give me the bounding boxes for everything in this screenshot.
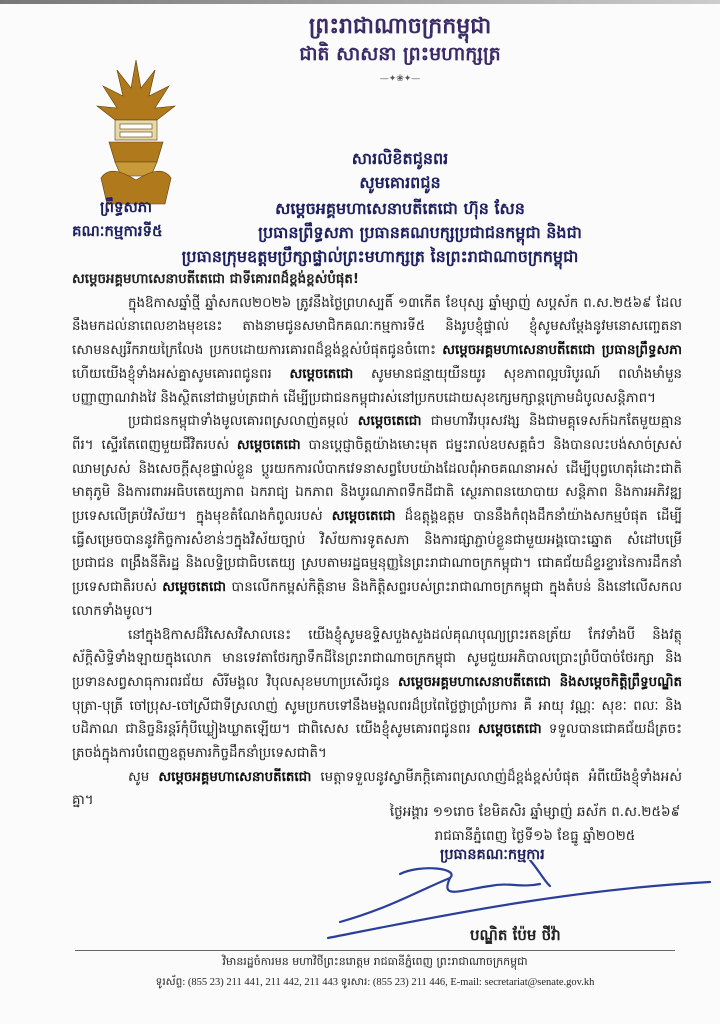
addressee-name: សម្តេចអគ្គមហាសេនាបតីតេជោ ហ៊ុន សែន [275, 199, 525, 218]
emphasized-title: សម្តេចអគ្គមហាសេនាបតីតេជោ [158, 769, 312, 785]
paragraph-text: ហើយយើងខ្ញុំទាំងអស់គ្នាសូមគោរពជូនពរ [72, 366, 290, 382]
addressee-position-2: ប្រធានក្រុមឧត្តមប្រឹក្សាផ្ទាល់ព្រះមហាក្សត្រ នៃព្រះរាជាណាចក្រកម្ពុជា [181, 247, 579, 266]
paragraph-text: ទទួលបានជោគជ័យដ៏ត្រចះត្រចង់ក្នុងការបំពេញឧត្តមភារកិច្ចដឹកនាំប្រទេសជាតិ។ [72, 722, 683, 762]
salutation: សម្តេចអគ្គមហាសេនាបតីតេជោ ជាទីគោរពដ៏ខ្ពង់ខ្ពស់បំផុត! [72, 272, 360, 287]
lunar-date: ថ្ងៃអង្គារ ១១រោច ខែមិគសិរ ឆ្នាំម្សាញ់ ឆស័ក ព.ស.២៥៦៩ [389, 804, 681, 820]
national-motto: ជាតិ សាសនា ព្រះមហាក្សត្រ [299, 43, 501, 65]
emphasized-title: សម្តេចតេជោ [162, 580, 226, 596]
body-paragraph [72, 624, 682, 766]
paragraph-text: មេត្តាទទួលនូវស្វាមីភក្តិគោរពស្រលាញ់ដ៏ខ្ពង់ខ្ពស់បំផុត អំពីយើងខ្ញុំទាំងអស់គ្នា។ [72, 769, 682, 809]
body-paragraph [72, 292, 682, 411]
footer-divider [75, 950, 675, 951]
signer-name: បណ្ឌិត ប៉ែម ថីវ៉ា [470, 926, 561, 944]
emphasized-title: សម្តេចតេជោ [289, 366, 354, 382]
paragraph-text: ដ៏ឧត្តុង្គឧត្តម បាននឹងកំពុងដឹកនាំយ៉ាងសកម្មបំផុត ដើម្បីធ្វើសម្រេចបាននូវកិច្ចការសំខាន់ៗក្នុងវិស័យច្បាប់ វិស័យការទូតសភា និងការផ្សាភ្ជាប់ខ្លួនជាមួយអង្គបោះឆ្នោត សំដៅបម្រើប្រជាជន ពង្រឹងនីតិរដ្ឋ និងលទ្ធិប្រជាធិបតេយ្យ ស្របតាមរដ្ឋធម្មនុញ្ញនៃព្រះរាជាណាចក្រកម្ពុជា។ ជោគជ័យដ៏ខ្ទរខ្ទារនៃការដឹកនាំប្រទេសជាតិរបស់ [72, 509, 682, 596]
footer-contact: ទូរស័ព្ទ: (855 23) 211 441, 211 442, 211 443 ទូរសារ: (855 23) 211 446, E-mail: secretariat@senate.gov.kh [155, 977, 595, 988]
addressee-intro: សូមគោរពជូន [359, 173, 441, 192]
emphasized-title: សម្តេចតេជោ [236, 437, 301, 453]
body-paragraph [72, 410, 682, 623]
paragraph-text: បុត្រា-បុត្រី ចៅប្រុស-ចៅស្រីជាទីស្រលាញ់ សូមប្រកបទៅនឹងមង្គលពរដ៏ប្រពៃថ្លៃថ្លាប្រាំប្រការ គឺ អាយុ វណ្ណៈ សុខៈ ពលៈ និងបដិភាណ ជានិច្ចនិរន្តរ៍កុំបីឃ្លៀងឃ្លាតឡើយ។ ជាពិសេស យើងខ្ញុំសូមគោរពជូនពរ [72, 698, 682, 738]
paragraph-text: ក្នុងឱកាសឆ្នាំថ្មី ឆ្នាំសកល២០២៦ ត្រូវនឹងថ្ងៃព្រហស្បតិ៍ ១៣កើត ខែបុស្ស ឆ្នាំម្សាញ់ សប្តស័ក ព.ស.២៥៦៩ ដែលនឹងមកដល់នាពេលខាងមុខនេះ តាងនាមជូនសមាជិកគណៈកម្មការទី៥ និងរូបខ្ញុំផ្ទាល់ ខ្ញុំសូមសម្តែងនូវមនោសញ្ចេតនាសោមនស្សរីករាយក្រៃលែង ប្រកបដោយការគោរពដ៏ខ្ពង់ខ្ពស់បំផុតជូនចំពោះ [72, 295, 682, 359]
date-block [360, 800, 710, 848]
ornament-divider: —✦❀✦— [379, 74, 421, 84]
footer-address: វិមានរដ្ឋចំការមន មហាវិថីព្រះនរោត្តម រាជធានីភ្នំពេញ ព្រះរាជាណាចក្រកម្ពុជា [222, 955, 528, 968]
paragraph-text: ជាមហាវីរបុរសវង្ស និងជាមគ្គុទេសក៍ឯកតែមួយគ្មានពីរ។ ស្ទើរតែពេញមួយជីវិតរបស់ [72, 414, 683, 453]
organization-name: ព្រឹទ្ធសភា [100, 198, 153, 216]
letter-title: សារលិខិតជូនពរ [351, 149, 449, 168]
addressee-position-1: ប្រធានព្រឹទ្ធសភា ប្រធានគណបក្សប្រជាជនកម្ពុជា និងជា [258, 223, 582, 242]
paragraph-text: នៅក្នុងឱកាសដ៏វិសេសវិសាលនេះ យើងខ្ញុំសូមឧទ្ទិសបួងសួងដល់គុណបុណ្យព្រះរតនត្រ័យ កែវទាំងបី និងវត្ថុស័ក្តិសិទ្ធិទាំងឡាយក្នុងលោក មានទេវតាថែរក្សាទឹកដីនៃព្រះរាជាណាចក្រកម្ពុជា សូមជួយអភិបាលប្រោះព្រំបីបាច់ថែរក្សា និងប្រទានសព្វសាធុការពរជ័យ សិរីមង្គល វិបុលសុខមហាប្រសើរជូន [72, 627, 682, 690]
paragraph-text: ប្រជាជនកម្ពុជាទាំងមូលគោរពស្រលាញ់តម្កល់ [128, 414, 358, 430]
committee-name: គណៈកម្មការទី៥ [72, 222, 163, 240]
letter-body [72, 268, 682, 813]
paragraph-text: បានលើកកម្ពស់កិត្តិនាម និងកិត្តិសព្ទរបស់ព្រះរាជាណាចក្រកម្ពុជា ក្នុងតំបន់ និងនៅលើសកលលោកទាំងមូល។ [72, 580, 682, 619]
scan-edge [0, 0, 720, 4]
kingdom-heading: ព្រះរាជាណាចក្រកម្ពុជា [308, 14, 492, 39]
emphasized-title: សម្តេចតេជោ [357, 414, 422, 430]
paragraph-text: សូម [128, 769, 159, 785]
paragraph-text: បានប្តេជ្ញាចិត្តយ៉ាងមោះមុត ជម្នះរាល់ឧបសគ្គធំៗ និងបានលះបង់សាច់ស្រស់ឈាមស្រស់ និងសេចក្តីសុខផ្ទាល់ខ្លួន ប្តូរយកការលំបាកវេទនាសព្វបែបយ៉ាងដែលពុំអាចគណនាអស់ ដើម្បីបុព្វហេតុរំដោះជាតិមាតុភូមិ និងការពារអធិបតេយ្យភាព ឯករាជ្យ ឯកភាព និងបូរណភាពទឹកដីជាតិ ស្ថេរភាពនយោបាយ សន្តិភាព និងការអភិវឌ្ឍប្រទេសលើគ្រប់វិស័យ។ ក្នុងមុខតំណែងកំពូលរបស់ [72, 437, 682, 525]
signer-title: ប្រធានគណៈកម្មការ [440, 847, 545, 863]
paragraph-text: សូមមានជន្មាយុយឺនយូរ សុខភាពល្អបរិបូរណ៍ ពលាំងមាំមួន បញ្ញាញាណវាងវៃ និងស្ថិតនៅជាម្លប់ត្រជាក់ ដើម្បីប្រជាជនកម្ពុជារស់នៅប្រកបដោយសុខក្សេមក្សាន្តក្រោមដំបូលសន្តិភាព។ [72, 366, 682, 406]
emphasized-title: សម្តេចតេជោ [331, 509, 396, 525]
emphasized-title: សម្តេចតេជោ [477, 722, 542, 738]
emphasized-title: សម្តេចអគ្គមហាសេនាបតីតេជោ ប្រធានព្រឹទ្ធសភា [442, 343, 683, 359]
emphasized-title: សម្តេចអគ្គមហាសេនាបតីតេជោ និងសម្តេចកិត្តិព្រឹទ្ធបណ្ឌិត [398, 674, 682, 690]
solar-date: រាជធានីភ្នំពេញ ថ្ងៃទី១៦ ខែធ្នូ ឆ្នាំ២០២៥ [434, 828, 636, 844]
